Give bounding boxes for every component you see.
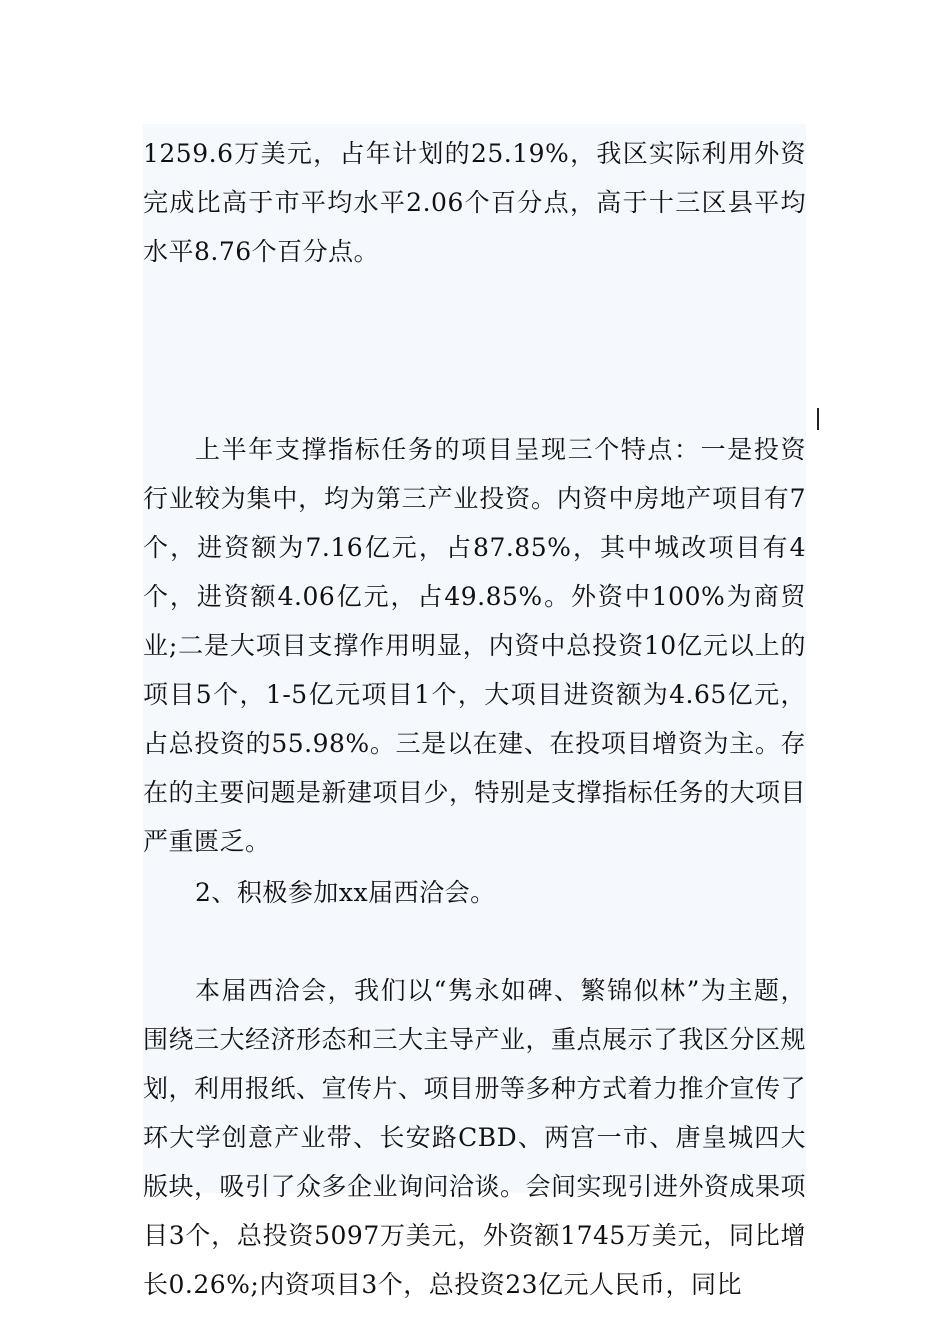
document-body [143, 124, 807, 1299]
paragraph-foreign-investment-completion: 1259.6万美元，占年计划的25.19%，我区实际利用外资完成比高于市平均水平2.06个百分点，高于十三区县平均水平8.76个百分点。 [143, 139, 806, 266]
text-cursor-mark [817, 408, 819, 430]
paragraph-western-fair-results: 本届西洽会，我们以“隽永如碑、繁锦似林”为主题，围绕三大经济形态和三大主导产业，重点展示了我区分区规划，利用报纸、宣传片、项目册等多种方式着力推介宣传了环大学创意产业带、长安路CBD、两宫一市、唐皇城四大版块，吸引了众多企业询问洽谈。会间实现引进外资成果项目3个，总投资5097万美元，外资额1745万美元，同比增长0.26%;内资项目3个，总投资23亿元人民币，同比 [143, 976, 807, 1299]
section-heading-western-fair: 2、积极参加xx届西洽会。 [195, 878, 496, 907]
paragraph-project-features: 上半年支撑指标任务的项目呈现三个特点：一是投资行业较为集中，均为第三产业投资。内资中房地产项目有7个，进资额为7.16亿元，占87.85%，其中城改项目有4个，进资额4.06亿元，占49.85%。外资中100%为商贸业;二是大项目支撑作用明显，内资中总投资10亿元以上的项目5个，1-5亿元项目1个，大项目进资额为4.65亿元，占总投资的55.98%。三是以在建、在投项目增资为主。存在的主要问题是新建项目少，特别是支撑指标任务的大项目严重匮乏。 [143, 435, 807, 856]
